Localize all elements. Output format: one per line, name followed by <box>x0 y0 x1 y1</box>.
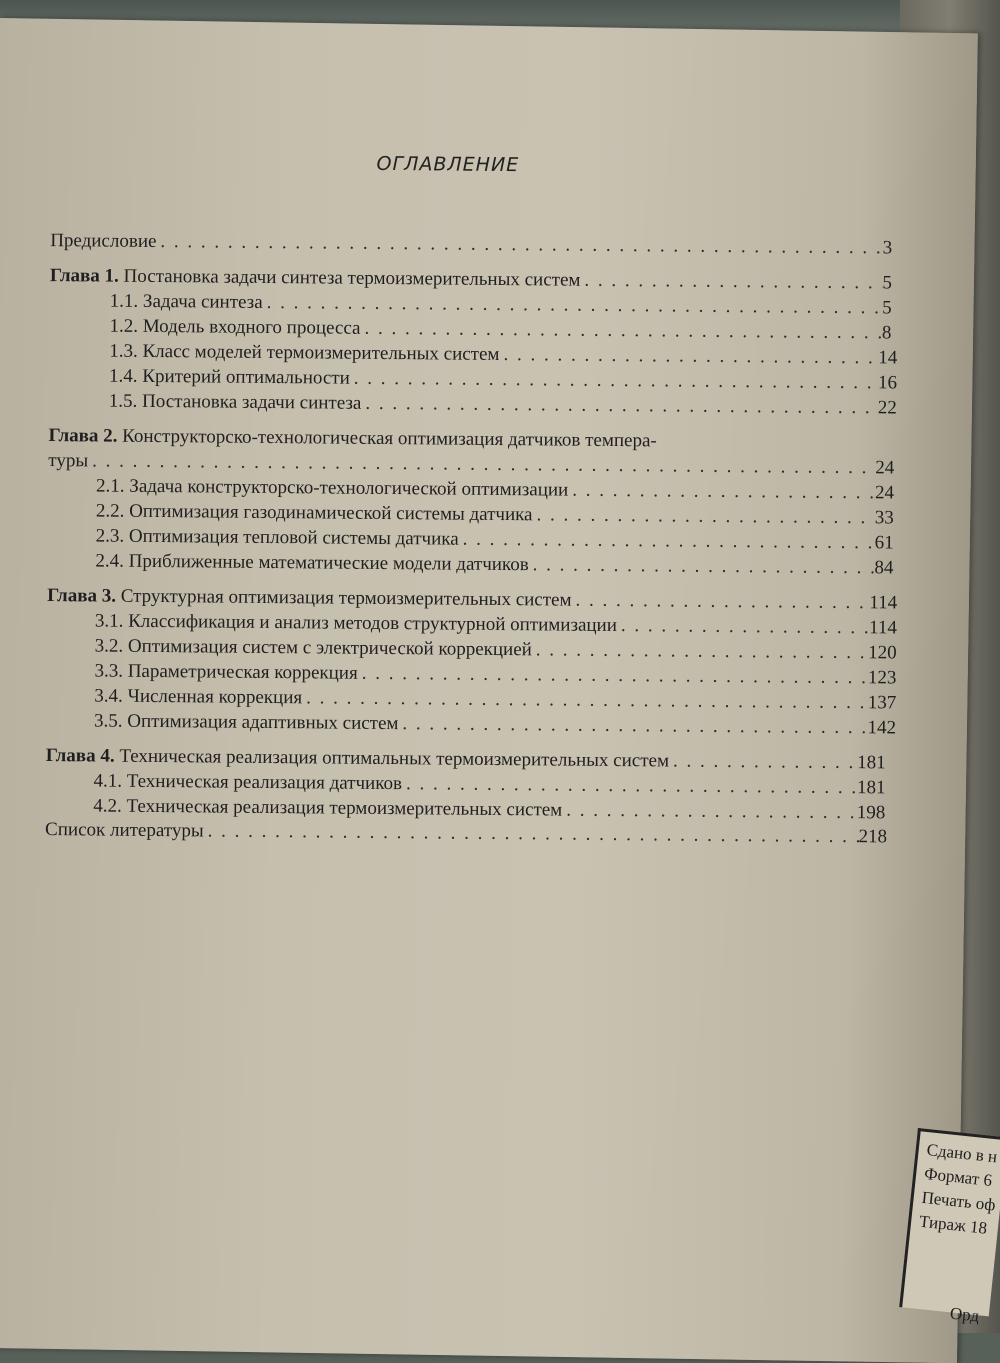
toc-entry-page: 22 <box>877 397 897 419</box>
toc-entry-label: 4.1. Техническая реализация датчиков <box>93 770 403 795</box>
toc-entry-label: 2.4. Приближенные математические модели датчиков <box>95 550 529 576</box>
toc-entry-label: 1.4. Критерий оптимальности <box>108 365 350 389</box>
dot-leader <box>499 343 878 370</box>
dot-leader <box>398 712 867 740</box>
toc-entry-label: 3.3. Параметрическая коррекция <box>94 660 358 684</box>
imprint-footer: Орд <box>949 1303 981 1326</box>
toc-entry-label: Предисловие <box>50 230 157 252</box>
imprint-block <box>899 1128 1000 1316</box>
imprint-line: Формат 6 <box>923 1163 994 1190</box>
toc-entry-label: 1.1. Задача синтеза <box>109 290 263 313</box>
toc-entry-page: 24 <box>874 482 895 504</box>
toc-entry-page: 218 <box>858 826 888 848</box>
toc-entry-page: 3 <box>882 237 893 259</box>
dot-leader <box>580 269 882 296</box>
dot-leader <box>562 799 857 826</box>
toc-entry-page: 8 <box>881 322 892 344</box>
dot-leader <box>358 662 868 690</box>
dot-leader <box>459 528 875 556</box>
toc-entry-label: 1.3. Класс моделей термоизмерительных систем <box>109 340 500 365</box>
toc-entry-page: 61 <box>874 532 894 554</box>
toc-entry-page: 84 <box>874 557 894 579</box>
dot-leader <box>669 749 857 775</box>
toc-entry-label: 2.1. Задача конструкторско-технологической оптимизации <box>96 475 569 501</box>
dot-leader <box>532 638 869 665</box>
toc-entry-label: туры <box>48 450 89 472</box>
toc-entry-page: 142 <box>867 717 897 739</box>
chapter-title: Техническая реализация оптимальных термоизмерительных систем <box>119 745 670 772</box>
dot-leader <box>350 367 878 396</box>
toc-entry-label: 1.2. Модель входного процесса <box>109 315 361 339</box>
toc-entry-label: Список литературы <box>45 819 204 842</box>
toc-entry-page: 198 <box>856 802 886 824</box>
toc-entry-label: 2.3. Оптимизация тепловой системы датчика <box>95 525 459 550</box>
toc-entry-label: 1.5. Постановка задачи синтеза <box>108 390 362 414</box>
dot-leader <box>204 819 859 849</box>
chapter-prefix: Глава 1. <box>49 265 119 287</box>
imprint-line: Тираж 18 <box>918 1211 989 1238</box>
dot-leader <box>402 772 857 800</box>
toc-entry-page: 114 <box>869 592 898 614</box>
chapter-title: Постановка задачи синтеза термоизмерительных систем <box>123 265 581 291</box>
toc-entry-label: 3.1. Классификация и анализ методов структурной оптимизации <box>94 610 618 637</box>
chapter-prefix: Глава 3. <box>47 585 117 607</box>
toc-entry-label: 3.4. Численная коррекция <box>94 685 303 709</box>
dot-leader <box>360 317 882 346</box>
dot-leader <box>571 589 869 616</box>
toc-entry-label <box>47 584 572 613</box>
imprint-line: Печать оф <box>920 1187 997 1215</box>
chapter-title: Структурная оптимизация термоизмерительных систем <box>120 585 572 611</box>
toc-entry-label: 3.2. Оптимизация систем с электрической коррекцией <box>94 635 532 661</box>
toc-entry-page: 24 <box>875 457 895 479</box>
toc-entry-label: 3.5. Оптимизация адаптивных систем <box>93 710 399 735</box>
toc-entry-page: 14 <box>878 347 898 369</box>
dot-leader <box>532 503 875 530</box>
toc-entry-page: 120 <box>868 642 897 664</box>
toc-entry-page: 181 <box>857 752 886 774</box>
toc-entry-label: 2.2. Оптимизация газодинамической системы датчика <box>95 500 533 526</box>
dot-leader <box>568 479 875 506</box>
chapter-prefix: Глава 4. <box>45 745 115 767</box>
toc-entry-label: 4.2. Техническая реализация термоизмерительных систем <box>93 795 563 821</box>
imprint-line: Сдано в н <box>925 1140 999 1167</box>
toc-entry-page: 5 <box>882 297 892 319</box>
toc-entry-page: 33 <box>874 507 894 529</box>
toc-heading: ОГЛАВЛЕНИЕ <box>376 152 520 177</box>
dot-leader <box>529 553 875 580</box>
toc-entry-page: 123 <box>867 667 897 689</box>
toc-entry-page: 137 <box>867 692 897 714</box>
dot-leader <box>302 686 868 715</box>
dot-leader <box>361 392 878 421</box>
chapter-title: Конструкторско-технологическая оптимизация датчиков темпера- <box>122 425 657 452</box>
toc-entry-page: 114 <box>869 617 897 639</box>
dot-leader <box>156 230 882 260</box>
toc-entry-page: 16 <box>877 372 898 394</box>
chapter-prefix: Глава 2. <box>48 425 118 447</box>
toc-entry-page: 5 <box>882 272 893 294</box>
toc-entry-label <box>50 264 581 293</box>
toc-entry-page: 181 <box>856 777 886 799</box>
dot-leader <box>617 614 869 640</box>
toc-entry-preface <box>50 229 892 260</box>
